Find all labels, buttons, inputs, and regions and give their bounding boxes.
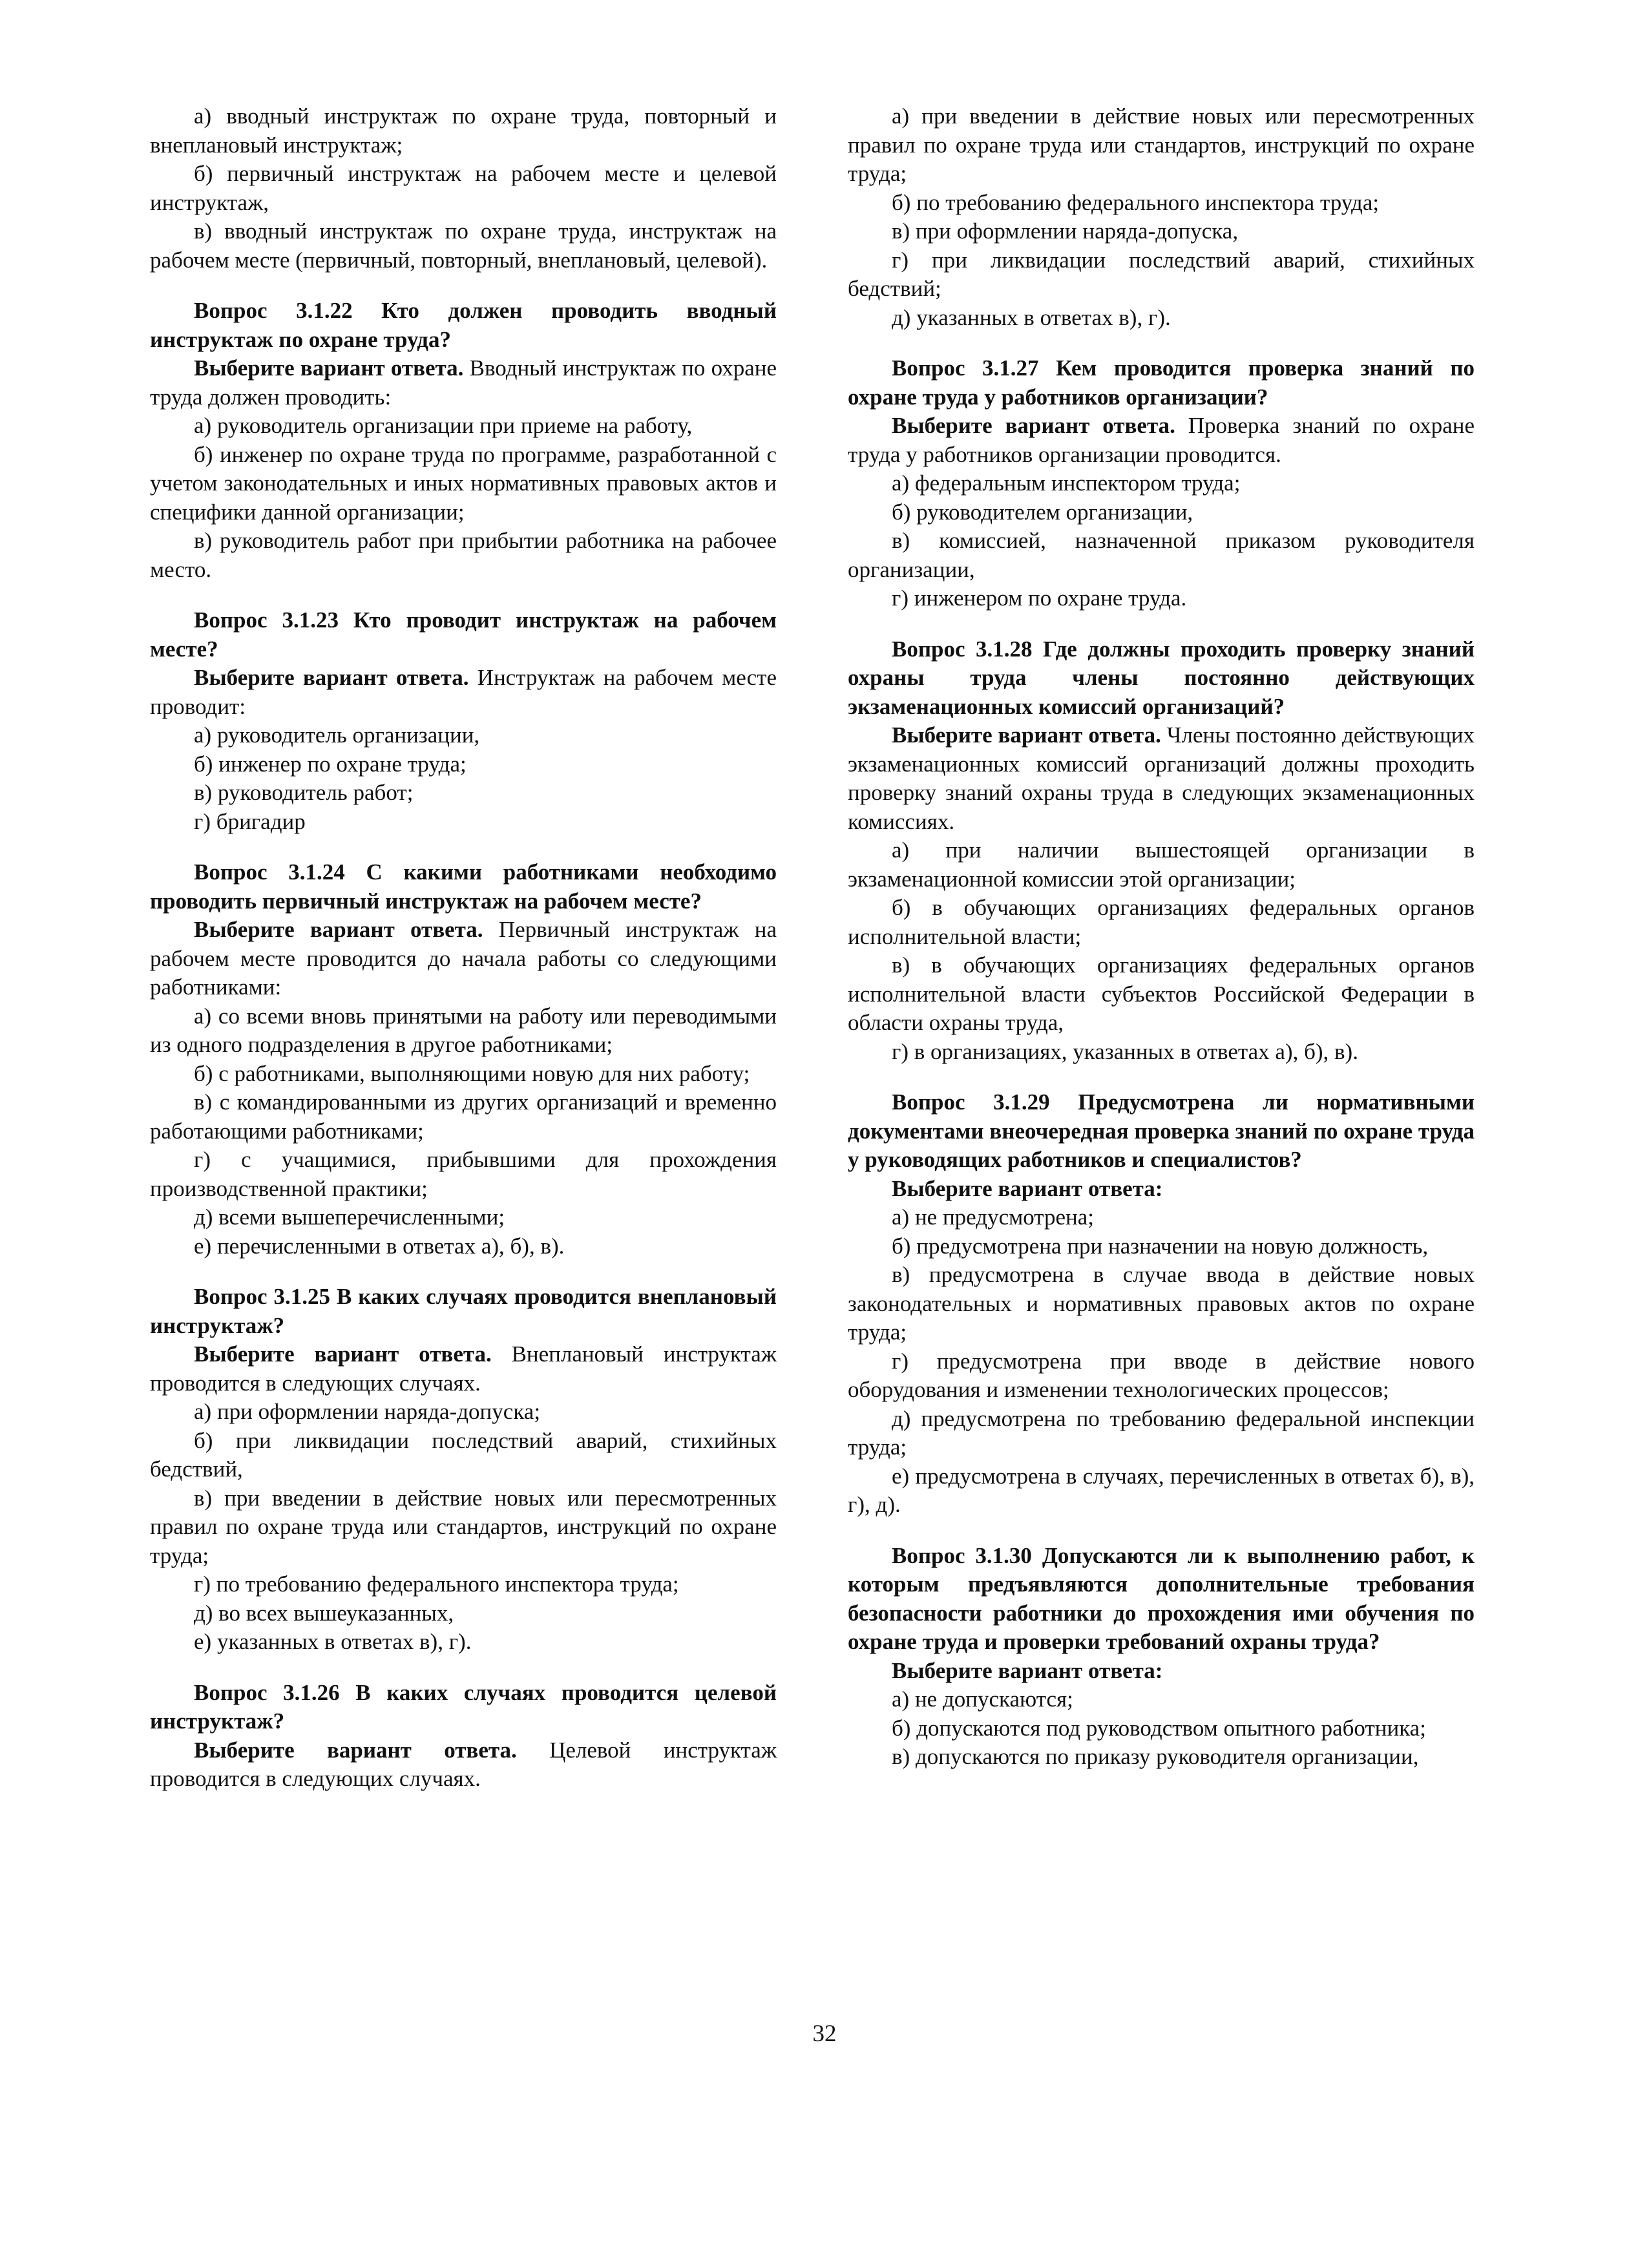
answer-option: а) руководитель организации при приеме на работу, [194, 413, 693, 438]
answer-prompt [848, 412, 1475, 469]
answer-prompt-label: Выберите вариант ответа. [194, 1737, 517, 1763]
answer-option: д) всеми вышеперечисленными; [194, 1204, 505, 1230]
answer-option: в) вводный инструктаж по охране труда, инструктаж на рабочем месте (первичный, повторный, внеплановый, целевой). [150, 218, 777, 273]
answer-prompt [150, 916, 777, 1002]
answer-option: е) предусмотрена в случаях, перечисленных в ответах б), в), г), д). [848, 1463, 1475, 1517]
question-heading: Вопрос 3.1.28 Где должны проходить проверку знаний охраны труда члены постоянно действующих экзаменационных комиссий организаций? [848, 636, 1475, 719]
answer-prompt-label: Выберите вариант ответа. [892, 413, 1175, 438]
answer-option: в) руководитель работ при прибытии работника на рабочее место. [150, 528, 777, 582]
answer-option: б) допускаются под руководством опытного работника; [892, 1715, 1426, 1741]
answer-prompt-label: Выберите вариант ответа: [892, 1175, 1163, 1201]
answer-prompt-text: Первичный инструктаж на рабочем месте проводится до начала работы со следующими работниками: [150, 917, 777, 1000]
answer-option: в) в обучающих организациях федеральных органов исполнительной власти субъектов Российской Федерации в области охраны труда, [848, 952, 1475, 1035]
answer-option: в) предусмотрена в случае ввода в действие новых законодательных и нормативных правовых актов по охране труда; [848, 1262, 1475, 1345]
answer-option: б) первичный инструктаж на рабочем месте и целевой инструктаж, [150, 161, 777, 215]
answer-option: б) инженер по охране труда; [194, 751, 467, 777]
answer-prompt [848, 721, 1475, 836]
question-heading: Вопрос 3.1.27 Кем проводится проверка знаний по охране труда у работников организации? [848, 355, 1475, 410]
answer-option: а) при оформлении наряда-допуска; [194, 1399, 541, 1424]
answer-option: б) при ликвидации последствий аварий, стихийных бедствий, [150, 1427, 777, 1482]
answer-prompt-label: Выберите вариант ответа. [892, 722, 1161, 748]
answer-prompt-text: Члены постоянно действующих экзаменационных комиссий организаций должны проходить проверку знаний охраны труда в следующих экзаменационных комиссиях. [848, 722, 1475, 834]
answer-prompt [150, 354, 777, 412]
answer-prompt-label: Выберите вариант ответа. [194, 665, 469, 690]
answer-option: в) с командированными из других организаций и временно работающими работниками; [150, 1089, 777, 1144]
answer-option: б) руководителем организации, [892, 499, 1193, 525]
answer-option: в) при введении в действие новых или пересмотренных правил по охране труда или стандартов, инструкций по охране труда; [150, 1485, 777, 1568]
right-column [848, 102, 1475, 1772]
question-heading: Вопрос 3.1.29 Предусмотрена ли нормативными документами внеочередная проверка знаний по охране труда у руководящих работников и специалистов? [848, 1089, 1475, 1172]
answer-option: а) при введении в действие новых или пересмотренных правил по охране труда или стандартов, инструкций по охране труда; [848, 103, 1475, 186]
answer-option: в) руководитель работ; [194, 780, 414, 805]
question-heading: Вопрос 3.1.24 С какими работниками необходимо проводить первичный инструктаж на рабочем месте? [150, 859, 777, 914]
answer-prompt-text: Вводный инструктаж по охране труда должен проводить: [150, 355, 777, 410]
answer-option: г) при ликвидации последствий аварий, стихийных бедствий; [848, 247, 1475, 301]
answer-option: д) предусмотрена по требованию федеральной инспекции труда; [848, 1405, 1475, 1460]
answer-option: б) инженер по охране труда по программе, разработанной с учетом законодательных и иных нормативных правовых актов и специфики данной организации; [150, 441, 777, 525]
answer-option: а) при наличии вышестоящей организации в экзаменационной комиссии этой организации; [848, 837, 1475, 892]
page-number: 32 [812, 2021, 837, 2047]
answer-option: д) указанных в ответах в), г). [892, 304, 1171, 330]
answer-prompt-text: Инструктаж на рабочем месте проводит: [150, 665, 777, 719]
answer-option: г) с учащимися, прибывшими для прохождения производственной практики; [150, 1147, 777, 1201]
answer-option: б) в обучающих организациях федеральных органов исполнительной власти; [848, 895, 1475, 949]
answer-option: е) перечисленными в ответах а), б), в). [194, 1233, 565, 1259]
answer-option: б) с работниками, выполняющими новую для них работу; [194, 1060, 750, 1086]
question-heading: Вопрос 3.1.23 Кто проводит инструктаж на рабочем месте? [150, 607, 777, 662]
answer-option: а) не допускаются; [892, 1686, 1073, 1712]
answer-option: в) при оформлении наряда-допуска, [892, 218, 1239, 244]
answer-prompt [150, 1736, 777, 1794]
answer-option: б) по требованию федерального инспектора труда; [892, 189, 1380, 215]
answer-option: г) в организациях, указанных в ответах а), б), в). [892, 1038, 1358, 1064]
answer-prompt-label: Выберите вариант ответа. [194, 917, 483, 942]
answer-option: а) вводный инструктаж по охране труда, повторный и внеплановый инструктаж; [150, 103, 777, 158]
answer-option: г) бригадир [194, 808, 306, 834]
answer-prompt-text: Целевой инструктаж проводится в следующих случаях. [150, 1737, 777, 1791]
question-heading: Вопрос 3.1.26 В каких случаях проводится целевой инструктаж? [150, 1679, 777, 1734]
question-heading: Вопрос 3.1.25 В каких случаях проводится внеплановый инструктаж? [150, 1284, 777, 1338]
answer-option: а) со всеми вновь принятыми на работу или переводимыми из одного подразделения в другое работниками; [150, 1003, 777, 1057]
answer-option: б) предусмотрена при назначении на новую должность, [892, 1233, 1429, 1259]
answer-option: е) указанных в ответах в), г). [194, 1629, 472, 1654]
answer-prompt-label: Выберите вариант ответа. [194, 355, 464, 381]
answer-prompt [150, 664, 777, 721]
answer-option: г) по требованию федерального инспектора труда; [194, 1571, 679, 1597]
answer-option: д) во всех вышеуказанных, [194, 1600, 454, 1626]
answer-option: в) комиссией, назначенной приказом руководителя организации, [848, 528, 1475, 582]
answer-option: а) руководитель организации, [194, 722, 480, 748]
answer-prompt [150, 1340, 777, 1398]
answer-option: а) не предусмотрена; [892, 1204, 1095, 1230]
left-column [150, 102, 777, 1794]
answer-option: в) допускаются по приказу руководителя организации, [892, 1744, 1419, 1769]
answer-prompt-text: Внеплановый инструктаж проводится в следующих случаях. [150, 1341, 777, 1396]
question-heading: Вопрос 3.1.22 Кто должен проводить вводный инструктаж по охране труда? [150, 298, 777, 352]
answer-prompt-label: Выберите вариант ответа: [892, 1657, 1163, 1683]
answer-prompt-text: Проверка знаний по охране труда у работников организации проводится. [848, 413, 1475, 467]
answer-prompt [848, 1175, 1475, 1204]
answer-option: а) федеральным инспектором труда; [892, 470, 1241, 496]
answer-option: г) инженером по охране труда. [892, 585, 1187, 611]
answer-prompt [848, 1657, 1475, 1686]
answer-prompt-label: Выберите вариант ответа. [194, 1341, 492, 1367]
answer-option: г) предусмотрена при вводе в действие нового оборудования и изменении технологических процессов; [848, 1348, 1475, 1402]
question-heading: Вопрос 3.1.30 Допускаются ли к выполнению работ, к которым предъявляются дополнительные требования безопасности работники до прохождения ими обучения по охране труда и проверки требований охраны труда? [848, 1542, 1475, 1654]
